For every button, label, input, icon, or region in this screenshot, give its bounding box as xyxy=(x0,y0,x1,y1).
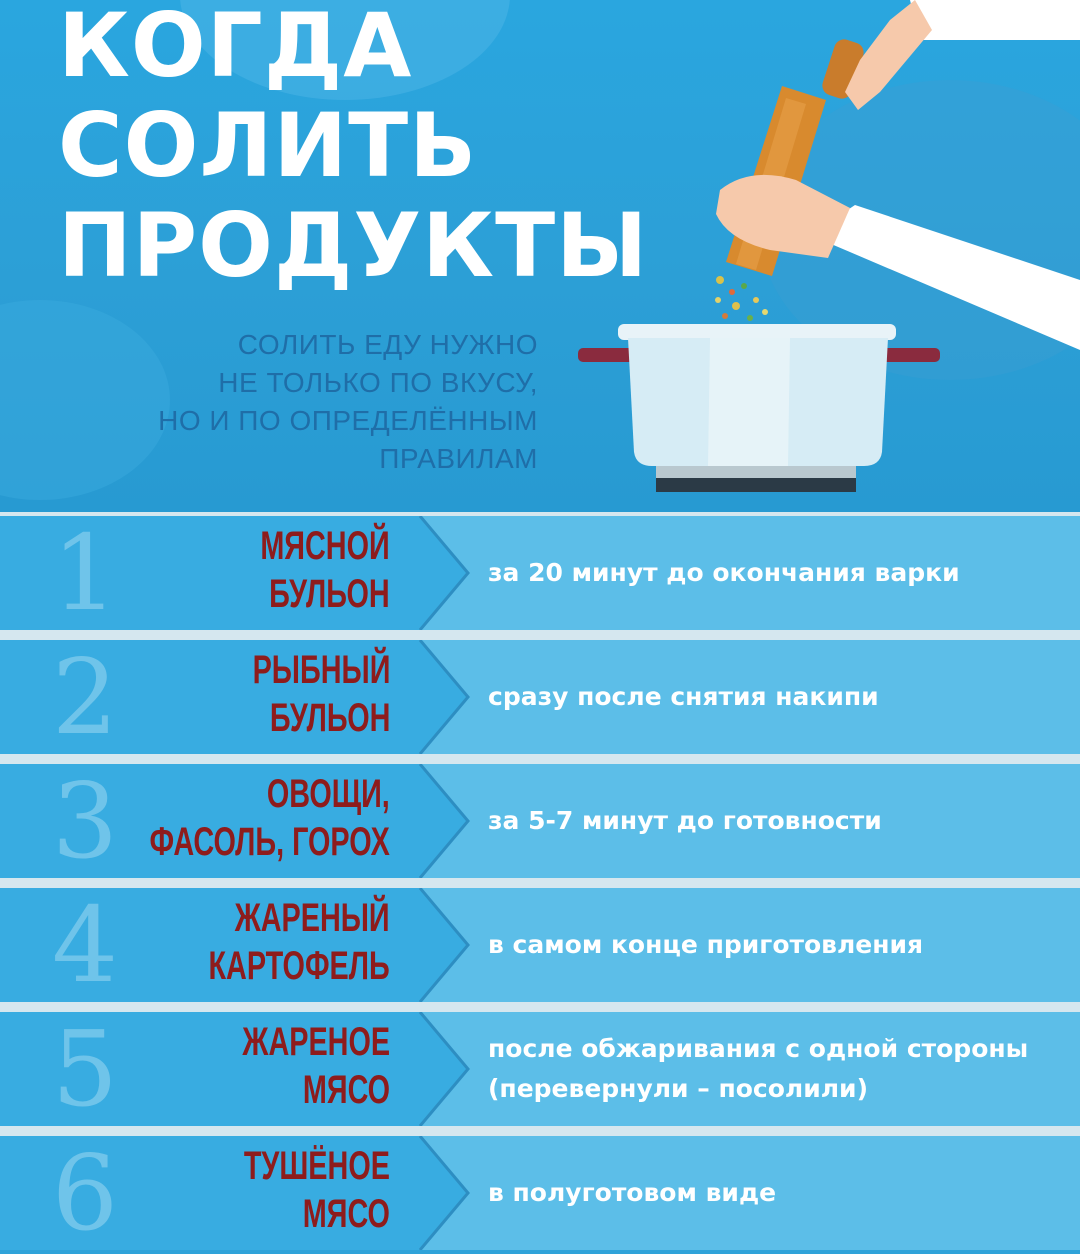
product-name xyxy=(209,894,390,990)
product-name-line: КАРТОФЕЛЬ xyxy=(208,944,390,988)
chevron-right-icon xyxy=(410,516,470,630)
row-number: 6 xyxy=(51,1132,119,1254)
product-name-line: БУЛЬОН xyxy=(269,696,390,740)
subtitle-line: НЕ ТОЛЬКО ПО ВКУСУ, xyxy=(218,367,538,398)
product-name xyxy=(252,646,390,742)
row-number: 3 xyxy=(51,760,119,882)
sleeve-upper xyxy=(910,0,1080,40)
stove-icon xyxy=(656,466,856,492)
cooking-illustration xyxy=(560,0,1080,512)
salting-time: после обжаривания с одной стороны (перевернули – посолили) xyxy=(488,1034,1029,1103)
list-item xyxy=(0,636,1080,758)
title-line: ПРОДУКТЫ xyxy=(58,194,649,297)
subtitle xyxy=(158,326,538,478)
chevron-right-icon xyxy=(410,1012,470,1126)
row-number: 1 xyxy=(51,512,119,634)
subtitle-line: СОЛИТЬ ЕДУ НУЖНО xyxy=(237,329,538,360)
list-item xyxy=(0,512,1080,634)
product-name xyxy=(242,1018,390,1114)
subtitle-line: НО И ПО ОПРЕДЕЛЁННЫМ xyxy=(158,405,538,436)
list-item xyxy=(0,1008,1080,1130)
product-name-line: ОВОЩИ, xyxy=(267,772,390,816)
product-name xyxy=(244,1142,390,1238)
product-name-line: МЯСНОЙ xyxy=(260,524,390,568)
salting-time: сразу после снятия накипи xyxy=(488,682,879,711)
product-name-line: МЯСО xyxy=(302,1192,390,1236)
title-line: СОЛИТЬ xyxy=(58,94,478,197)
header xyxy=(0,0,1080,512)
product-name-line: ЖАРЕНЫЙ xyxy=(235,896,390,940)
product-name-line: РЫБНЫЙ xyxy=(252,648,390,692)
product-name xyxy=(261,522,390,618)
product-name-line: МЯСО xyxy=(302,1068,390,1112)
product-name-line: БУЛЬОН xyxy=(269,572,390,616)
chevron-right-icon xyxy=(410,888,470,1002)
chevron-right-icon xyxy=(410,764,470,878)
row-number: 2 xyxy=(51,636,119,758)
chevron-right-icon xyxy=(410,640,470,754)
spice-particles xyxy=(715,276,768,321)
salting-time: за 5-7 минут до готовности xyxy=(488,806,882,835)
list-item xyxy=(0,884,1080,1006)
salting-time: в самом конце приготовления xyxy=(488,930,924,959)
salting-time: за 20 минут до окончания варки xyxy=(488,558,960,587)
background-blob xyxy=(0,300,170,500)
salting-rules-list xyxy=(0,512,1080,1254)
cooking-pot-icon xyxy=(578,324,940,466)
product-name xyxy=(150,770,390,866)
product-name-line: ФАСОЛЬ, ГОРОХ xyxy=(149,820,390,864)
product-name-line: ЖАРЕНОЕ xyxy=(242,1020,390,1064)
chevron-right-icon xyxy=(410,1136,470,1250)
product-name-line: ТУШЁНОЕ xyxy=(243,1144,390,1188)
row-number: 5 xyxy=(51,1008,119,1130)
row-number: 4 xyxy=(51,884,119,1006)
list-item xyxy=(0,1132,1080,1254)
subtitle-line: ПРАВИЛАМ xyxy=(379,443,538,474)
salting-time: в полуготовом виде xyxy=(488,1178,777,1207)
list-item xyxy=(0,760,1080,882)
title-line: КОГДА xyxy=(58,0,413,97)
